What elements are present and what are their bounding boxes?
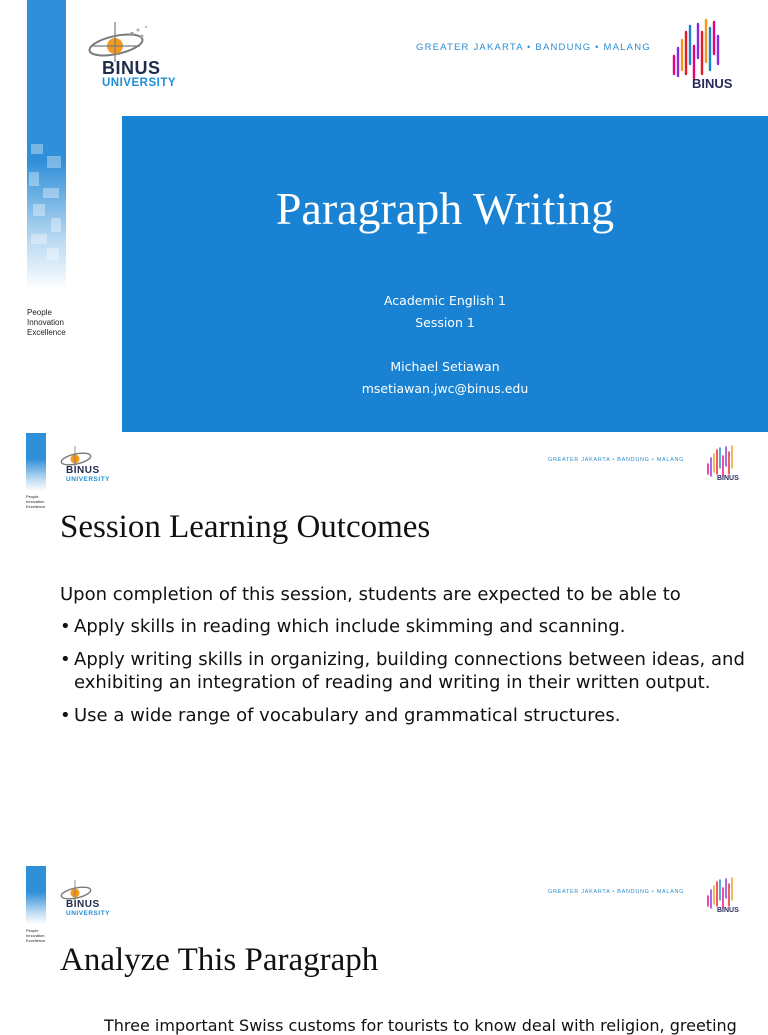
tagline-innovation: Innovation bbox=[27, 318, 64, 327]
anniversary-brand: BINUS bbox=[692, 76, 733, 91]
learning-outcomes-slide bbox=[0, 432, 768, 866]
list-item-text: Apply writing skills in organizing, building connections between ideas, and exhibiting an integration of reading and writing in their written output. bbox=[74, 648, 745, 693]
tagline-innovation: Innovation bbox=[26, 933, 45, 938]
decorative-strip bbox=[26, 433, 46, 491]
region-text: GREATER JAKARTA • BANDUNG • MALANG bbox=[416, 42, 651, 53]
tagline-people: People bbox=[26, 928, 39, 933]
list-item: • Apply writing skills in organizing, building connections between ideas, and exhibiting an integration of reading and writing in their written output. bbox=[60, 648, 745, 693]
outcomes-list bbox=[60, 615, 750, 736]
anniversary-brand: BINUS bbox=[717, 475, 739, 482]
tagline-excellence: Excellence bbox=[27, 328, 66, 337]
binus-logo-university: UNIVERSITY bbox=[102, 77, 177, 89]
intro-text: Upon completion of this session, students are expected to be able to bbox=[60, 584, 681, 605]
binus-logo bbox=[58, 444, 128, 484]
list-item: • Use a wide range of vocabulary and grammatical structures. bbox=[60, 704, 621, 726]
binus-logo-name: BINUS bbox=[66, 465, 100, 476]
decorative-strip bbox=[26, 866, 46, 924]
binus-logo-university: UNIVERSITY bbox=[66, 476, 111, 483]
session-label: Session 1 bbox=[415, 315, 475, 330]
binus-logo bbox=[84, 18, 214, 92]
paragraph-text: Three important Swiss customs for tourists to know deal with religion, greeting bbox=[104, 1016, 737, 1035]
anniversary-logo bbox=[705, 876, 745, 916]
list-item: • Apply skills in reading which include skimming and scanning. bbox=[60, 616, 626, 637]
binus-logo-name: BINUS bbox=[66, 899, 100, 910]
tagline-excellence: Excellence bbox=[26, 504, 46, 509]
lecturer-name: Michael Setiawan bbox=[390, 359, 500, 374]
anniversary-logo bbox=[705, 444, 745, 484]
binus-logo-name: BINUS bbox=[102, 58, 161, 78]
anniversary-logo bbox=[670, 18, 742, 92]
slide-heading: Session Learning Outcomes bbox=[60, 509, 431, 545]
list-item-text: Apply skills in reading which include skimming and scanning. bbox=[74, 616, 626, 637]
analyze-paragraph-slide bbox=[0, 866, 768, 1035]
tagline bbox=[26, 928, 45, 943]
binus-logo bbox=[58, 878, 128, 918]
slide-heading: Analyze This Paragraph bbox=[60, 942, 379, 978]
tagline-innovation: Innovation bbox=[26, 499, 45, 504]
tagline bbox=[27, 308, 66, 338]
tagline-excellence: Excellence bbox=[26, 938, 46, 943]
tagline bbox=[26, 494, 45, 509]
course-info bbox=[122, 290, 768, 334]
list-item-text: Use a wide range of vocabulary and grammatical structures. bbox=[74, 704, 621, 726]
region-text: GREATER JAKARTA • BANDUNG • MALANG bbox=[548, 457, 685, 463]
tagline-people: People bbox=[26, 494, 39, 499]
course-name: Academic English 1 bbox=[383, 293, 507, 308]
lecturer-email: msetiawan.jwc@binus.edu bbox=[361, 381, 529, 396]
anniversary-brand: BINUS bbox=[717, 907, 739, 914]
title-slide bbox=[0, 0, 768, 432]
region-text: GREATER JAKARTA • BANDUNG • MALANG bbox=[548, 889, 685, 895]
tagline-people: People bbox=[27, 308, 52, 317]
decorative-strip bbox=[27, 0, 66, 290]
presentation-title: Paragraph Writing bbox=[275, 183, 615, 234]
title-box bbox=[122, 116, 768, 432]
binus-logo-university: UNIVERSITY bbox=[66, 910, 111, 917]
lecturer-info bbox=[122, 356, 768, 400]
